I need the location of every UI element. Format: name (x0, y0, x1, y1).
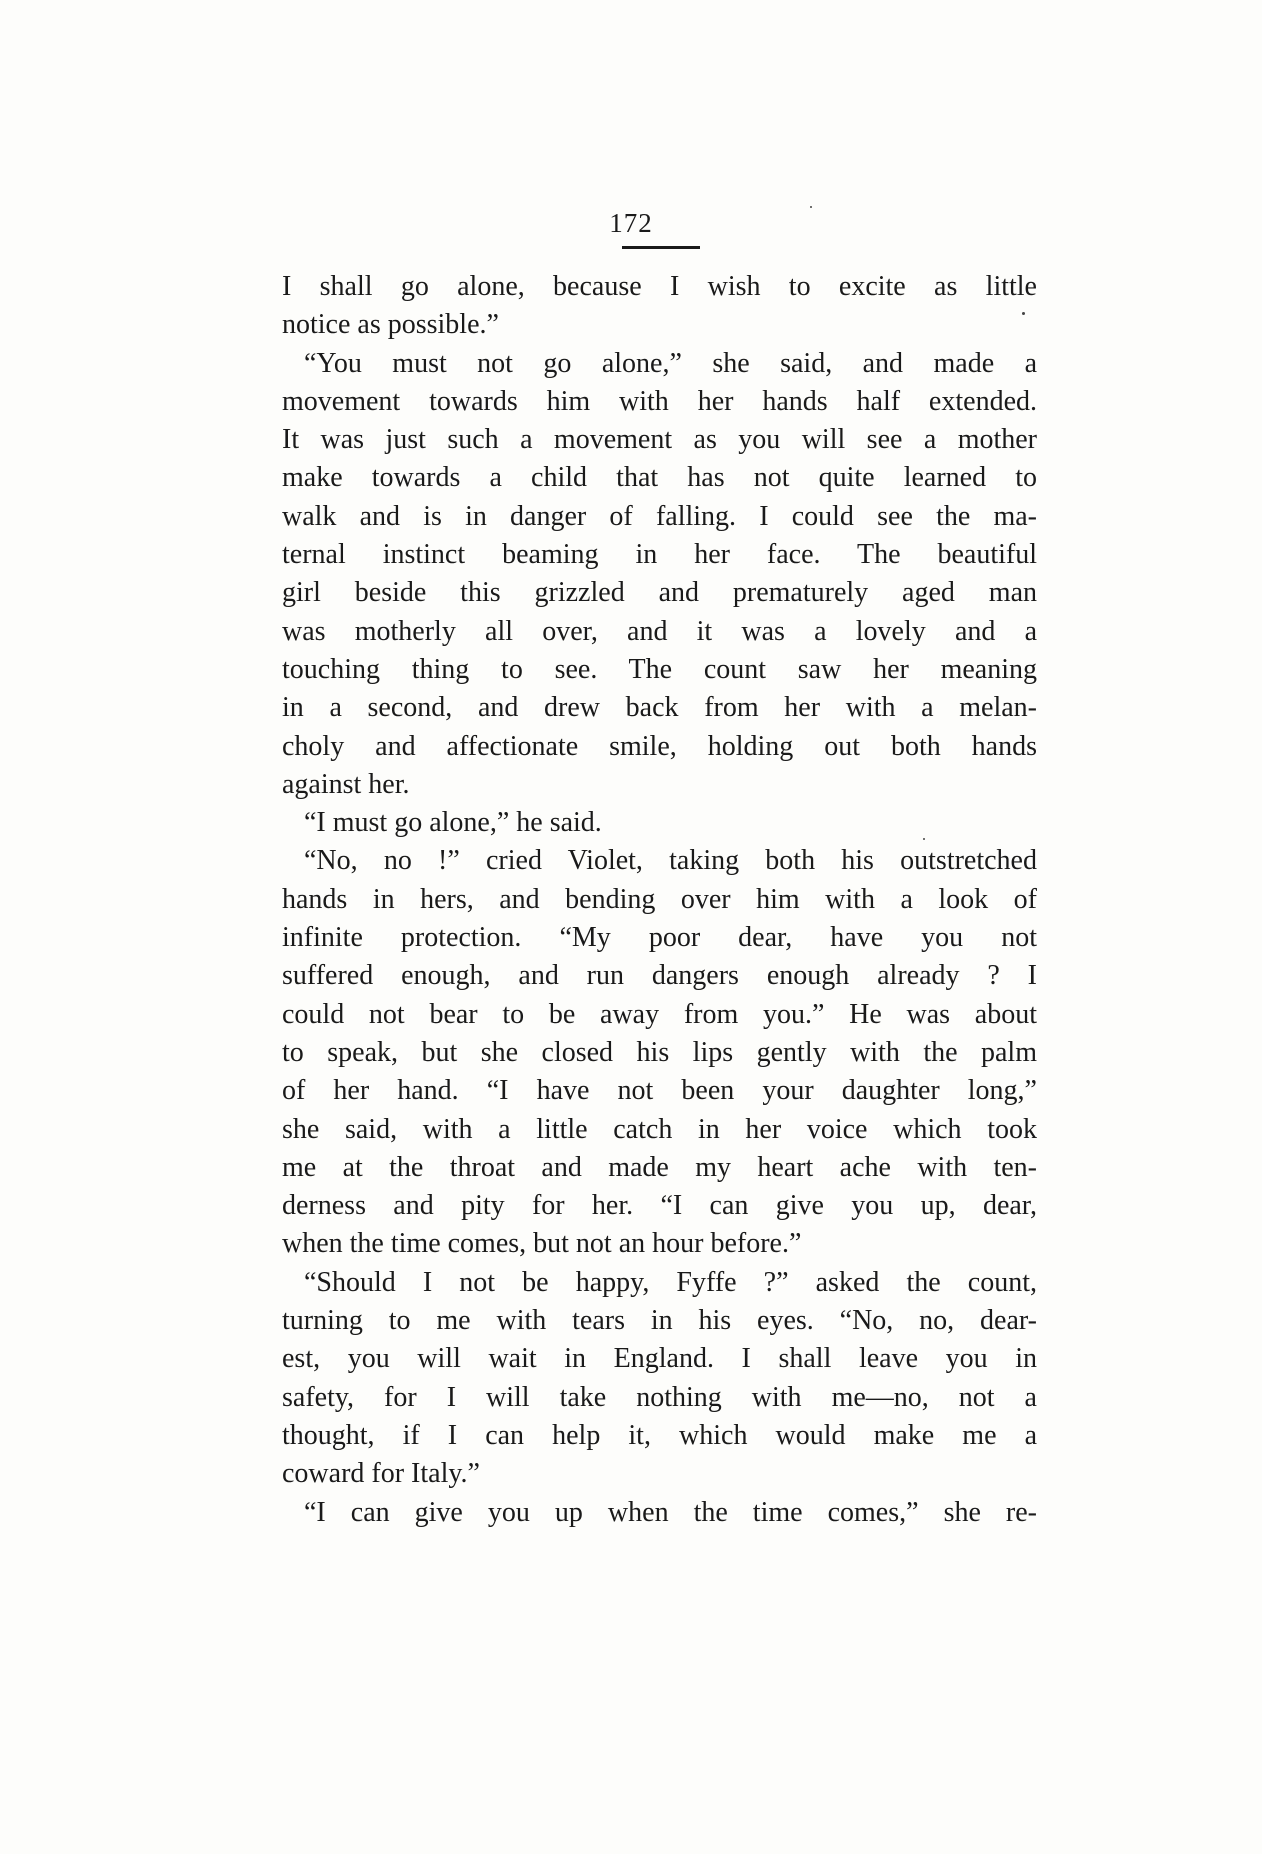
text-line: ternal instinct beaming in her face. The beautiful (282, 539, 1037, 571)
text-line: coward for Italy.” (282, 1458, 480, 1490)
text-line: notice as possible.” (282, 309, 499, 341)
text-line: “No, no !” cried Violet, taking both his outstretched (304, 845, 1037, 877)
text-line: I shall go alone, because I wish to excite as little (282, 271, 1037, 302)
text-line: of her hand. “I have not been your daughter long,” (282, 1075, 1037, 1107)
text-line: when the time comes, but not an hour before.” (282, 1228, 802, 1260)
print-speck (810, 206, 812, 208)
text-line: “I can give you up when the time comes,” she re- (304, 1496, 1037, 1528)
text-line: she said, with a little catch in her voice which took (282, 1113, 1037, 1145)
text-line: girl beside this grizzled and prematurely aged man (282, 577, 1037, 609)
text-line: suffered enough, and run dangers enough already ? I (282, 960, 1037, 992)
text-line: “You must not go alone,” she said, and made a (304, 347, 1037, 379)
text-line: “Should I not be happy, Fyffe ?” asked the count, (304, 1266, 1037, 1298)
text-line: hands in hers, and bending over him with a look of (282, 883, 1037, 915)
text-line: movement towards him with her hands half extended. (282, 385, 1037, 417)
text-line: walk and is in danger of falling. I could see the ma- (282, 500, 1037, 532)
text-line: could not bear to be away from you.” He was about (282, 998, 1037, 1030)
text-line: me at the throat and made my heart ache with ten- (282, 1151, 1037, 1183)
print-speck (923, 838, 925, 840)
text-line: was motherly all over, and it was a lovely and a (282, 615, 1037, 647)
text-line: make towards a child that has not quite learned to (282, 462, 1037, 494)
text-line: choly and affectionate smile, holding out both hands (282, 730, 1037, 762)
text-line: derness and pity for her. “I can give you up, dear, (282, 1190, 1037, 1222)
page-number: 172 (609, 208, 653, 238)
text-line: It was just such a movement as you will see a mother (282, 424, 1037, 456)
print-speck (1022, 312, 1025, 315)
body-text (282, 268, 1037, 1532)
text-line: turning to me with tears in his eyes. “No, no, dear- (282, 1305, 1037, 1337)
text-line: infinite protection. “My poor dear, have you not (282, 922, 1037, 954)
text-line: thought, if I can help it, which would make me a (282, 1419, 1037, 1451)
text-line: in a second, and drew back from her with a melan- (282, 692, 1037, 724)
page-number-rule (622, 246, 700, 249)
text-line: est, you will wait in England. I shall leave you in (282, 1343, 1037, 1375)
text-line: safety, for I will take nothing with me—no, not a (282, 1381, 1037, 1413)
text-line: against her. (282, 768, 410, 800)
text-line: “I must go alone,” he said. (304, 807, 602, 839)
text-line: touching thing to see. The count saw her meaning (282, 653, 1037, 685)
text-line: to speak, but she closed his lips gently with the palm (282, 1036, 1037, 1068)
